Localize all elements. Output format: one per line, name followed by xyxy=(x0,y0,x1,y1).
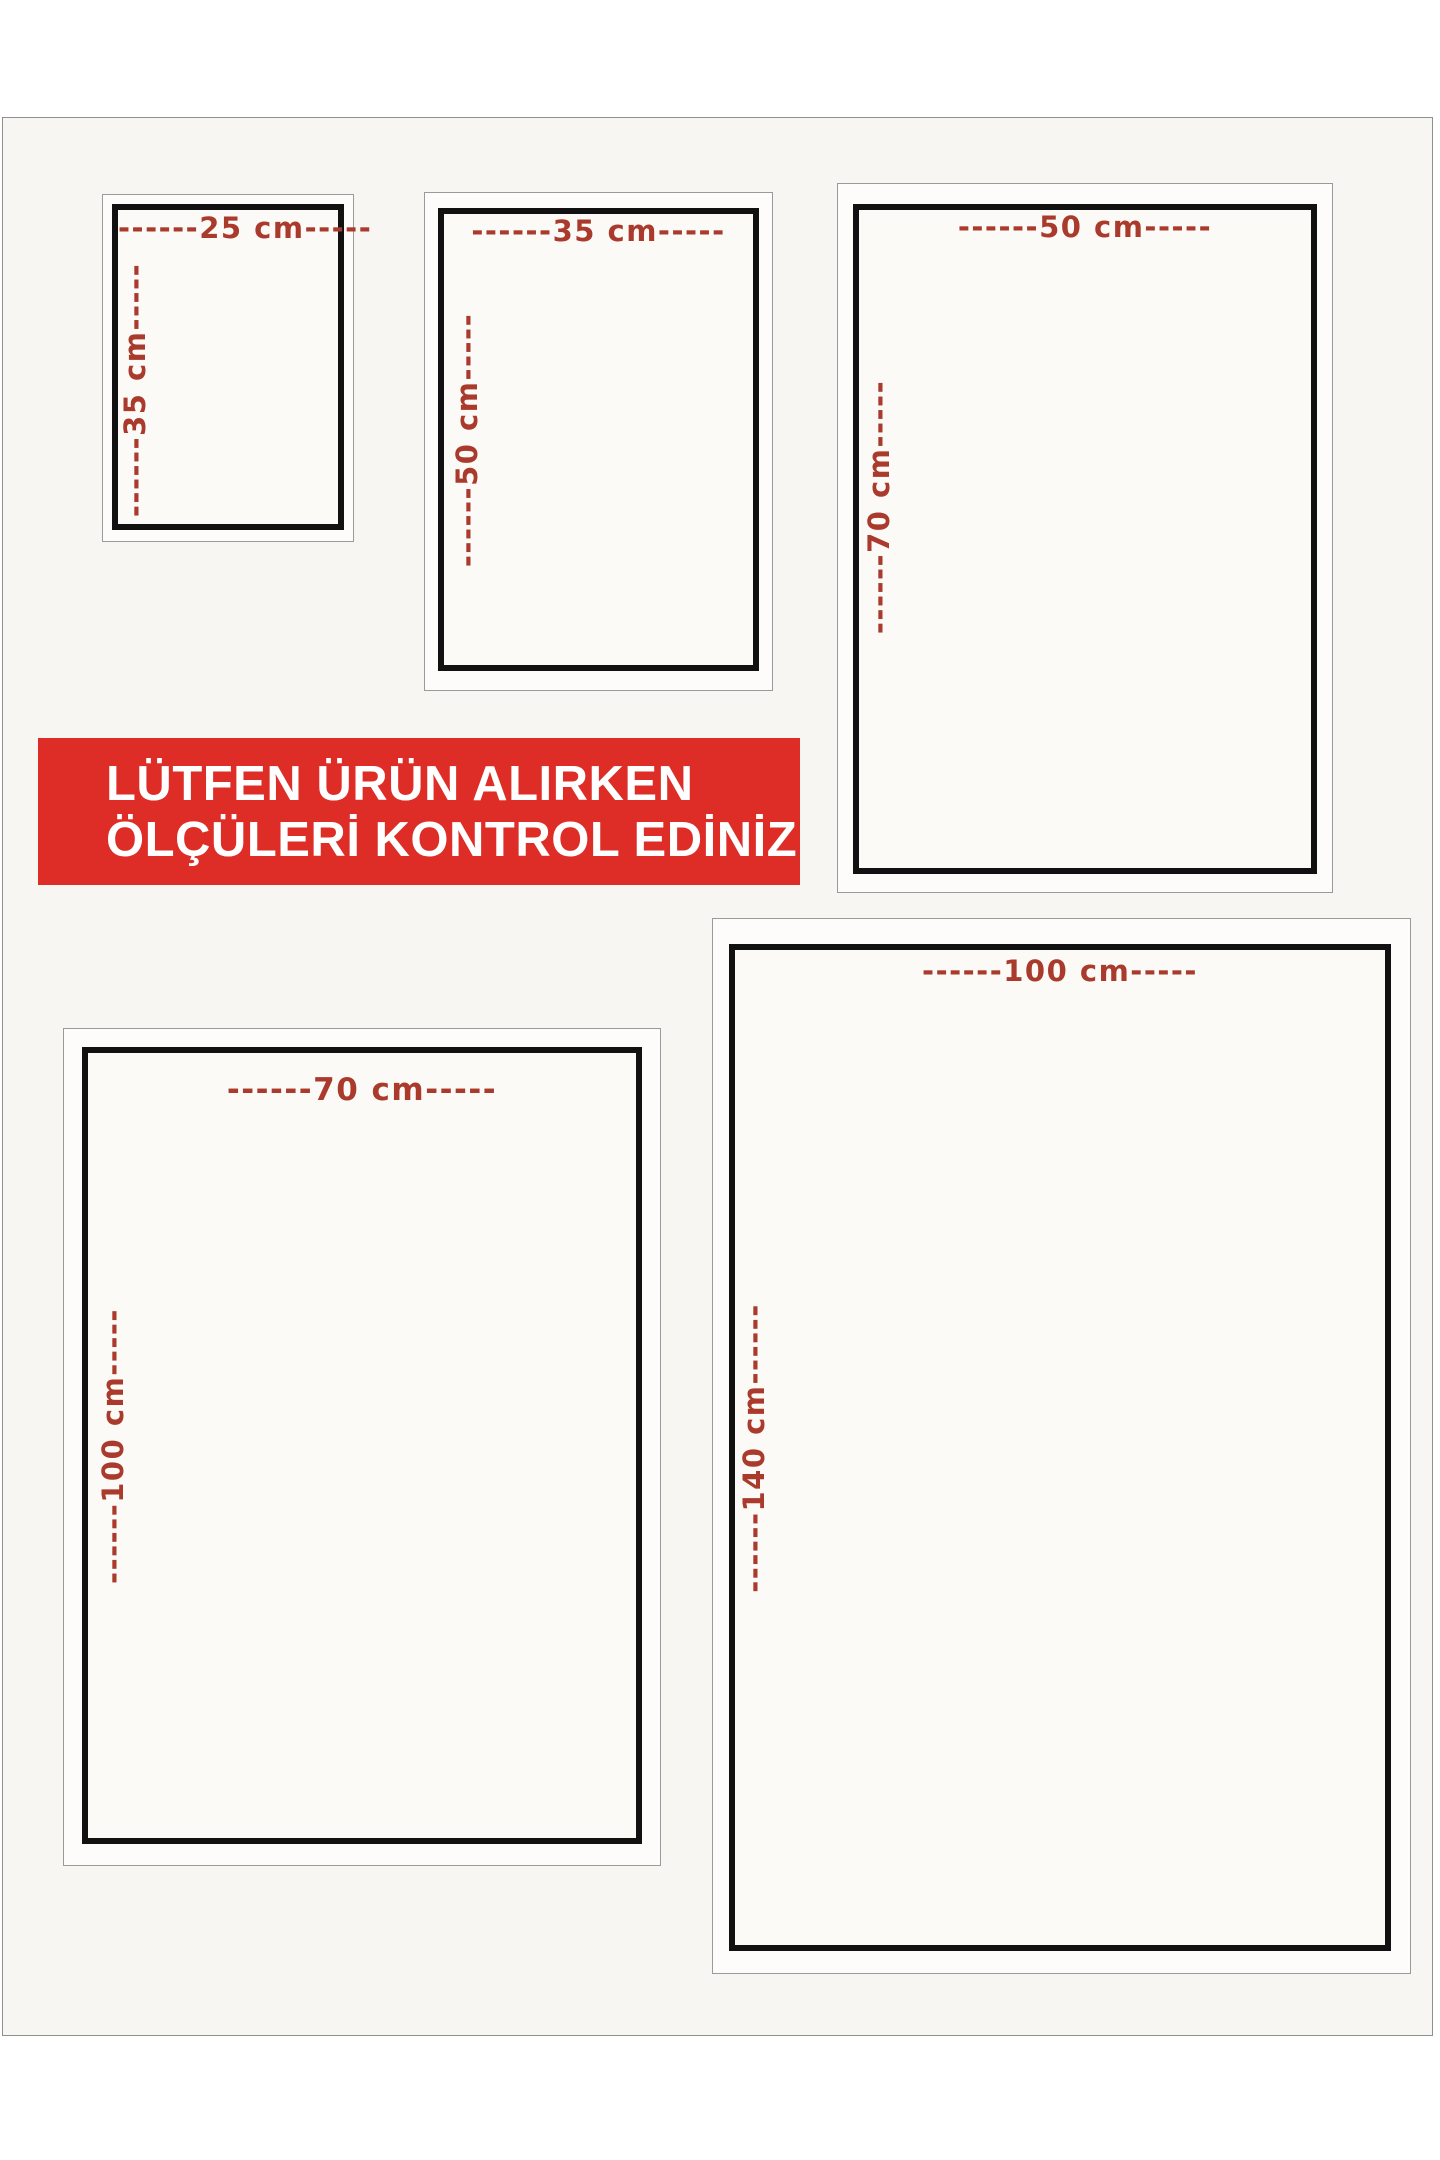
size-box-70x100-border xyxy=(82,1047,642,1844)
size-box-70x100 xyxy=(63,1028,661,1866)
height-dimension-label: ------50 cm----- xyxy=(450,312,484,567)
height-dimension-label: ------70 cm----- xyxy=(862,379,896,635)
size-box-50x70-border xyxy=(853,204,1317,874)
size-box-100x140 xyxy=(712,918,1411,1974)
size-box-25x35 xyxy=(102,194,373,542)
warning-banner xyxy=(38,738,800,885)
size-box-100x140-border xyxy=(729,944,1391,1951)
width-dimension-label: ------25 cm----- xyxy=(118,211,373,245)
size-box-50x70 xyxy=(837,183,1333,893)
width-dimension-label: ------50 cm----- xyxy=(957,210,1213,244)
width-dimension-label: ------100 cm----- xyxy=(922,954,1198,988)
height-dimension-label: ------35 cm----- xyxy=(118,262,152,518)
warning-banner-line1: LÜTFEN ÜRÜN ALIRKEN xyxy=(106,757,694,811)
height-dimension-label: ------140 cm------ xyxy=(737,1302,771,1593)
height-dimension-label: ------100 cm----- xyxy=(96,1307,130,1584)
warning-banner-line2: ÖLÇÜLERİ KONTROL EDİNİZ xyxy=(106,813,798,867)
size-box-35x50 xyxy=(424,192,773,691)
size-box-25x35-border xyxy=(112,204,373,530)
width-dimension-label: ------35 cm----- xyxy=(471,214,726,248)
width-dimension-label: ------70 cm----- xyxy=(226,1072,498,1108)
size-box-35x50-border xyxy=(438,208,759,671)
